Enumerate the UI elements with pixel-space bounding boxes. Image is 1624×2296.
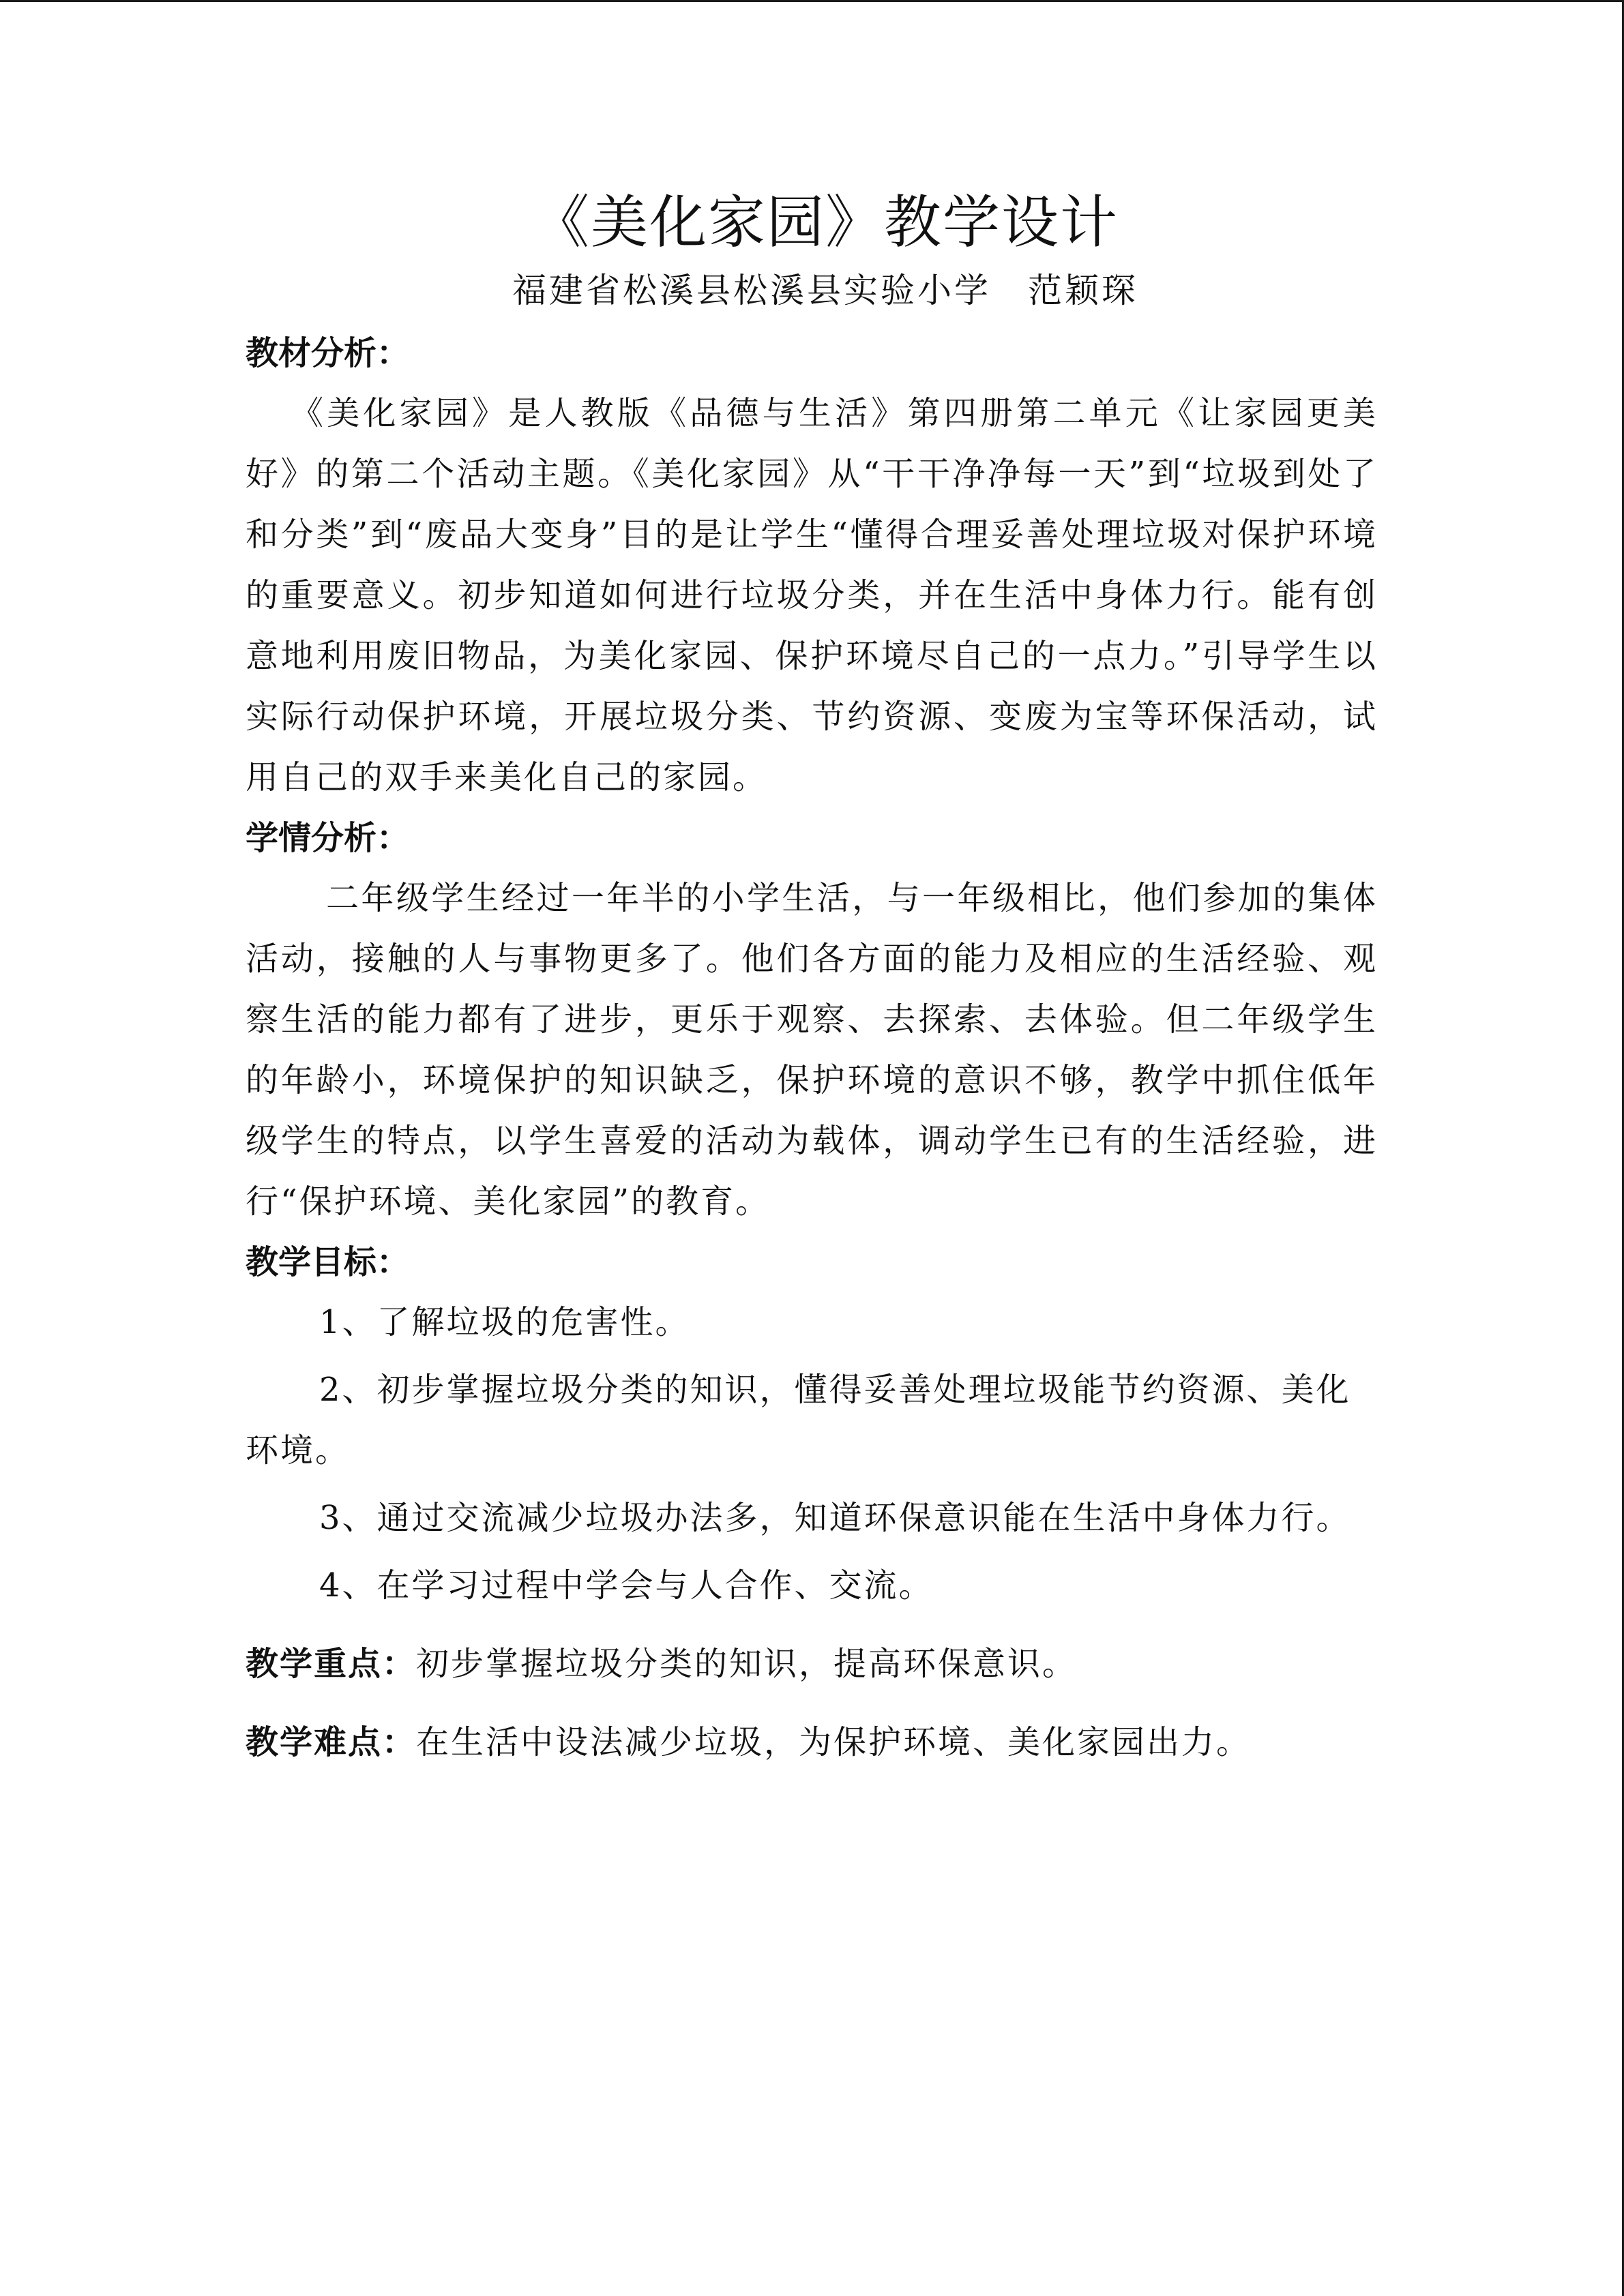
goal-item-3: 3、通过交流减少垃圾办法多，知道环保意识能在生活中身体力行。 [319, 1499, 1351, 1537]
goal-item-4: 4、在学习过程中学会与人合作、交流。 [319, 1566, 934, 1605]
key-point-label: 教学重点： [246, 1645, 417, 1683]
materials-heading: 教材分析： [246, 334, 410, 372]
students-paragraph: 二年级学生经过一年半的小学生活，与一年级相比，他们参加的集体活动，接触的人与事物更多了。他们各方面的能力及相应的生活经验、观察生活的能力都有了进步，更乐于观察、去探索、去体验。但二年级学生的年龄小，环境保护的知识缺乏，保护环境的意识不够，教学中抓住低年级学生的特点，以学生喜爱的活动为载体，调动学生已有的生活经验，进行“保护环境、美化家园”的教育。 [246, 879, 1378, 1221]
difficult-point-text: 在生活中设法减少垃圾，为保护环境、美化家园出力。 [416, 1723, 1252, 1761]
author-line: 福建省松溪县松溪县实验小学 范颖琛 [512, 271, 1138, 310]
key-point-line [246, 1634, 1378, 1695]
document-page [246, 184, 1378, 1773]
section-materials [246, 323, 1378, 808]
goals-heading: 教学目标： [246, 1243, 410, 1281]
top-border-line [0, 0, 1624, 2]
section-students [246, 808, 1378, 1232]
section-goals [246, 1232, 1378, 1616]
goal-item-1: 1、了解垃圾的危害性。 [319, 1303, 690, 1341]
difficult-point-line [246, 1712, 1378, 1773]
materials-paragraph: 《美化家园》是人教版《品德与生活》第四册第二单元《让家园更美好》的第二个活动主题。《美化家园》从“干干净净每一天”到“垃圾到处了和分类”到“废品大变身”目的是让学生“懂得合理妥善处理垃圾对保护环境的重要意义。初步知道如何进行垃圾分类，并在生活中身体力行。能有创意地利用废旧物品，为美化家园、保护环境尽自己的一点力。”引导学生以实际行动保护环境，开展垃圾分类、节约资源、变废为宝等环保活动，试用自己的双手来美化自己的家园。 [246, 394, 1378, 796]
students-heading: 学情分析： [246, 819, 410, 857]
goal-item-2: 2、初步掌握垃圾分类的知识，懂得妥善处理垃圾能节约资源、美化环境。 [246, 1371, 1351, 1470]
document-title: 《美化家园》教学设计 [531, 189, 1119, 256]
key-point-text: 初步掌握垃圾分类的知识，提高环保意识。 [416, 1645, 1078, 1683]
difficult-point-label: 教学难点： [246, 1723, 417, 1761]
